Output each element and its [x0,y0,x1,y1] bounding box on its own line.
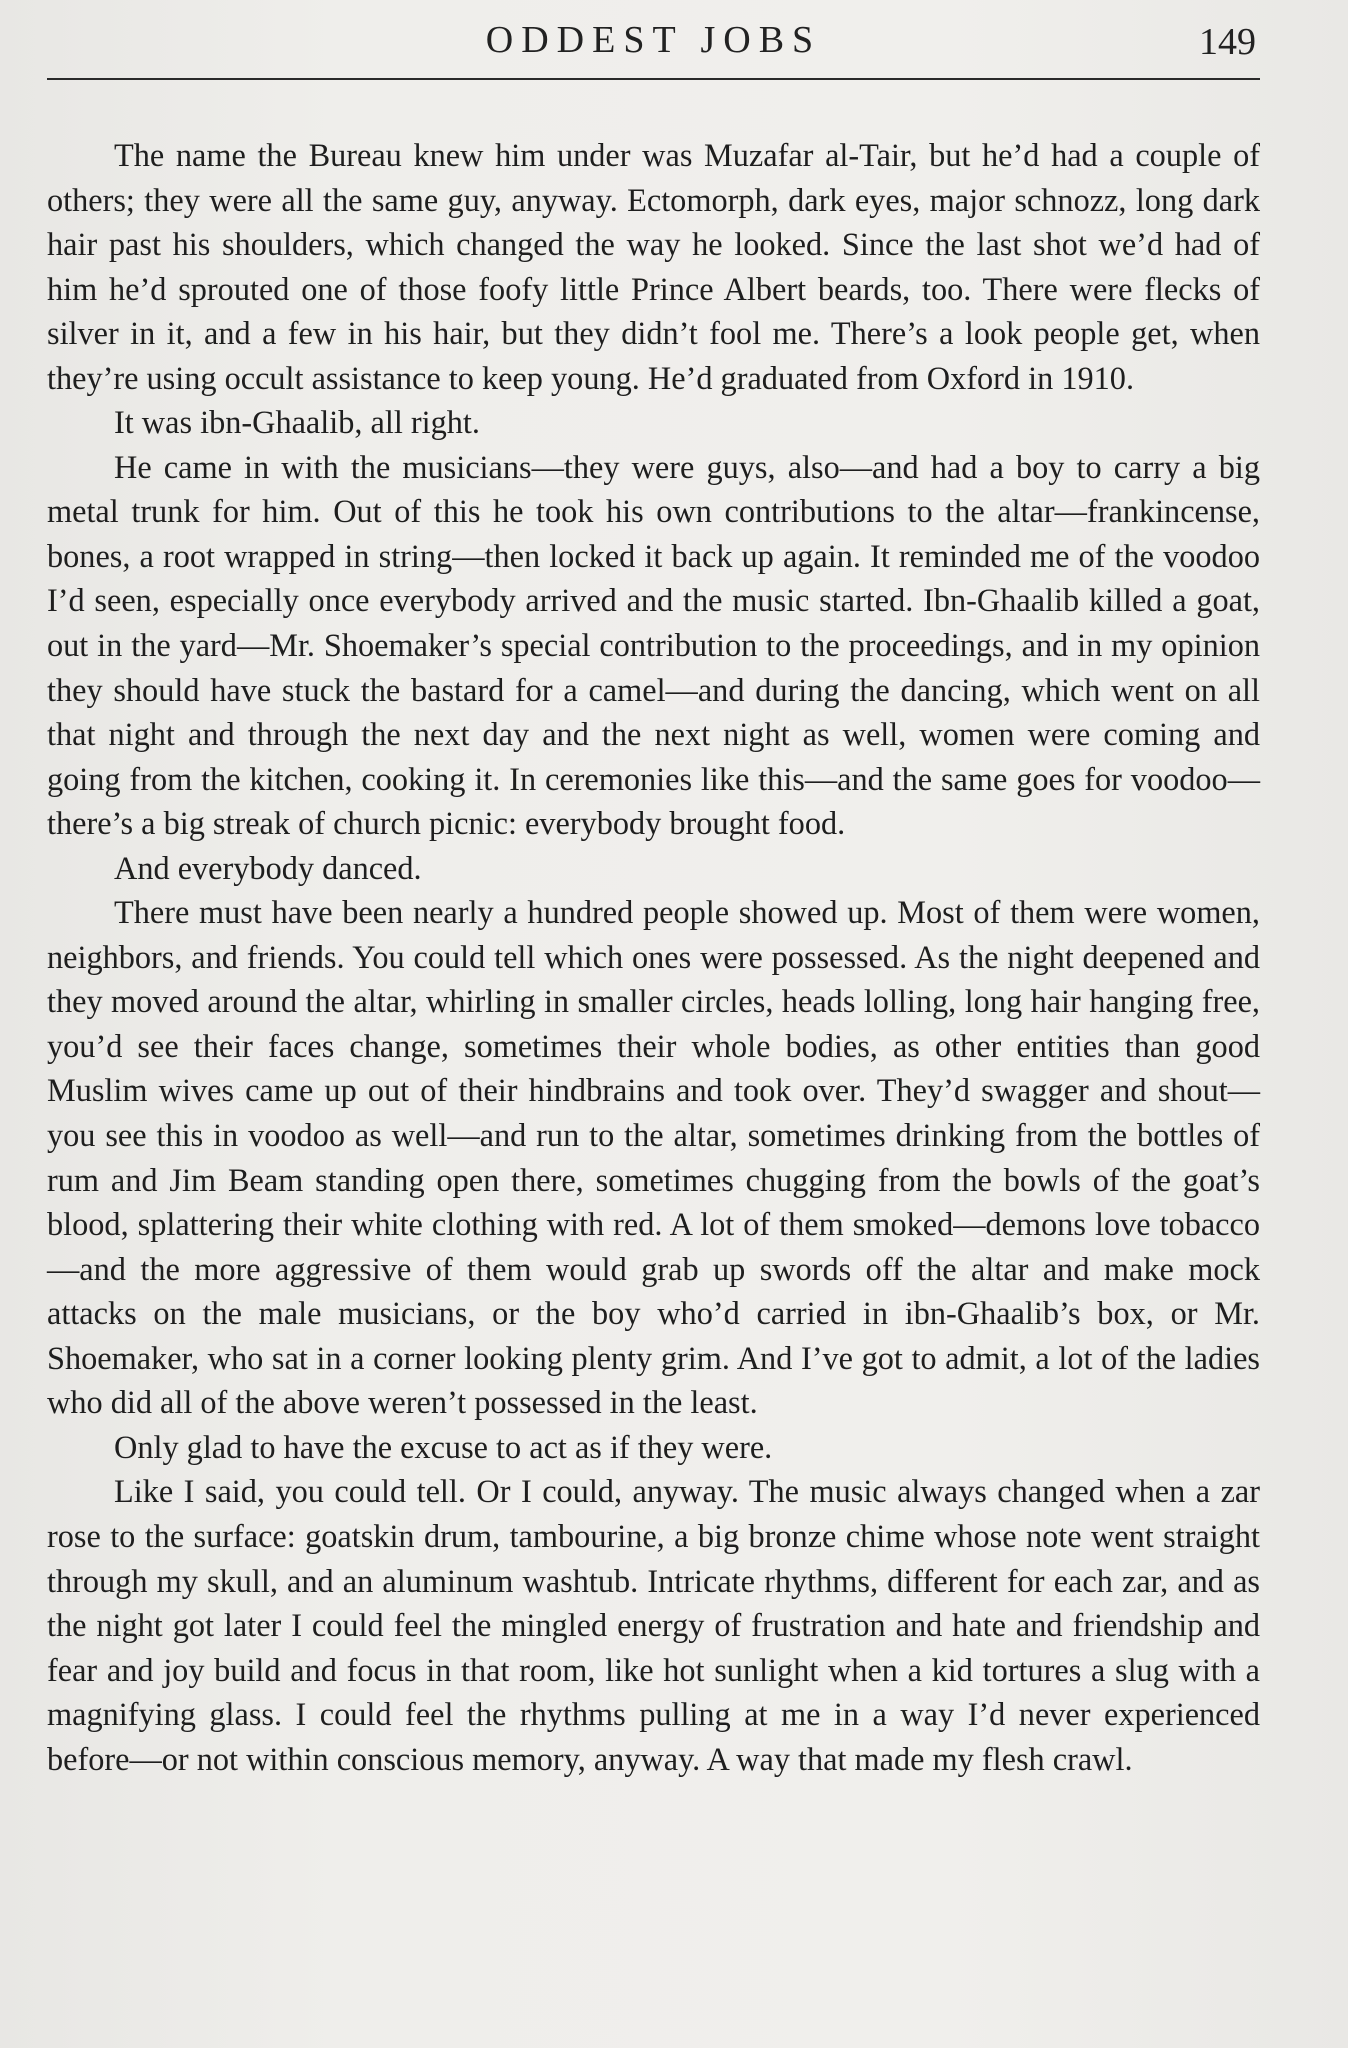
paragraph: There must have been nearly a hundred people showed up. Most of them were women, neighbors, and friends. You could tell which ones were possessed. As the night deepened and they moved around the altar, whirling in smaller circles, heads lolling, long hair hanging free, you’d see their faces change, sometimes their whole bodies, as other entities than good Muslim wives came up out of their hindbrains and took over. They’d swagger and shout—you see this in voodoo as well—and run to the altar, sometimes drinking from the bottles of rum and Jim Beam standing open there, sometimes chugging from the bowls of the goat’s blood, splattering their white clothing with red. A lot of them smoked—demons love tobacco—and the more aggressive of them would grab up swords off the altar and make mock attacks on the male musicians, or the boy who’d carried in ibn-Ghaalib’s box, or Mr. Shoemaker, who sat in a corner looking plenty grim. And I’ve got to admit, a lot of the ladies who did all of the above weren’t possessed in the least. [47,894,1260,1421]
paragraph: He came in with the musicians—they were guys, also—and had a boy to carry a big metal trunk for him. Out of this he took his own contributions to the altar—frankincense, bones, a root wrapped in string—then locked it back up again. It reminded me of the voodoo I’d seen, especially once everybody arrived and the music started. Ibn-Ghaalib killed a goat, out in the yard—Mr. Shoemaker’s special contribution to the proceedings, and in my opinion they should have stuck the bastard for a camel—and during the dancing, which went on all that night and through the next day and the next night as well, women were coming and going from the kitchen, cooking it. In ceremonies like this—and the same goes for voodoo—there’s a big streak of church picnic: everybody brought food. [47,448,1260,842]
paragraph: Like I said, you could tell. Or I could, anyway. The music always changed when a zar rose to the surface: goatskin drum, tambourine, a big bronze chime whose note went straight through my skull, and an aluminum washtub. Intricate rhythms, different for each zar, and as the night got later I could feel the mingled energy of frustration and hate and friendship and fear and joy build and focus in that room, like hot sunlight when a kid tortures a slug with a magnifying glass. I could feel the rhythms pulling at me in a way I’d never experienced before—or not within conscious memory, anyway. A way that made my flesh crawl. [47,1473,1260,1777]
paragraph: It was ibn-Ghaalib, all right. [114,404,480,441]
body-text [47,133,1260,1781]
paragraph: And everybody danced. [114,849,422,886]
running-title: ODDEST JOBS [485,19,822,61]
paragraph: The name the Bureau knew him under was Muzafar al-Tair, but he’d had a couple of others; they were all the same guy, anyway. Ectomorph, dark eyes, major schnozz, long dark hair past his shoulders, which changed the way he looked. Since the last shot we’d had of him he’d sprouted one of those foofy little Prince Albert beards, too. There were flecks of silver in it, and a few in his hair, but they didn’t fool me. There’s a look people get, when they’re using occult assistance to keep young. He’d graduated from Oxford in 1910. [47,137,1260,396]
page-number: 149 [1199,21,1256,63]
running-head [47,0,1260,80]
paragraph: Only glad to have the excuse to act as if they were. [114,1428,773,1465]
